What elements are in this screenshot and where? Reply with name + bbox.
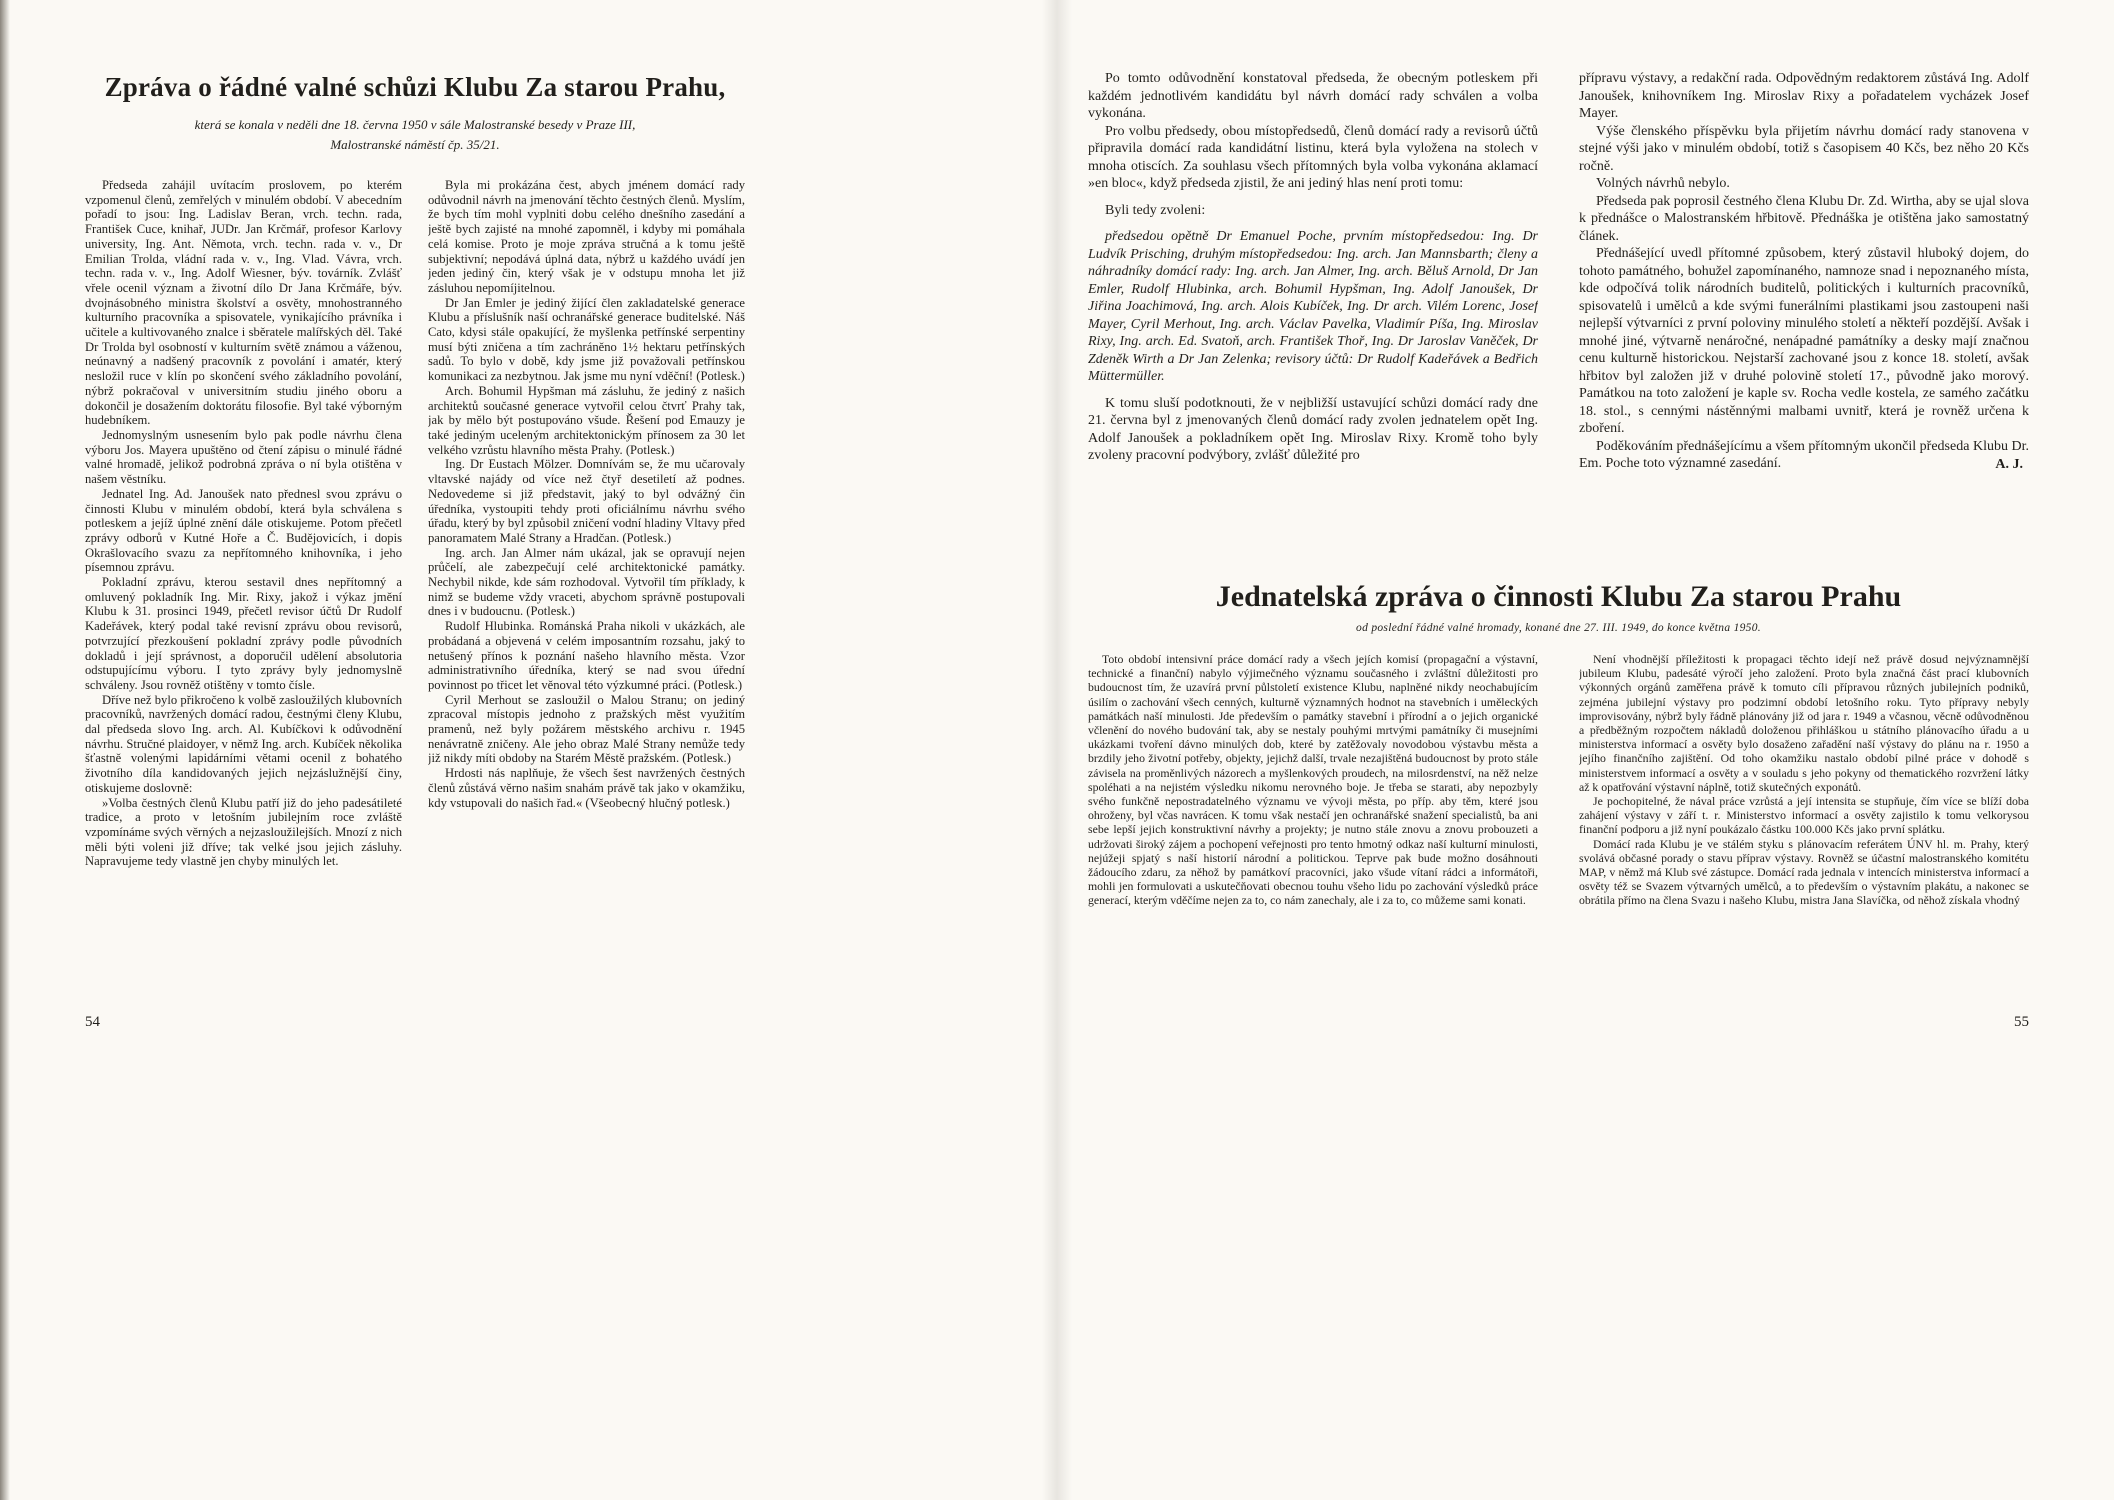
paragraph: Hrdosti nás naplňuje, že všech šest navržených čestných členů zůstává věrno našim snahám právě tak jako v okamžiku, kdy vstupovali do našich řad.« (Všeobecný hlučný potlesk.) [428,766,745,810]
paragraph: »Volba čestných členů Klubu patří již do jeho padesátileté tradice, a proto v letošním jubilejním roce zvláště vzpomínáme svých věrných a nejzasloužilejších. Mnozí z nich měli býti voleni již dříve; tak velké jsou jejich zásluhy. Napravujeme tedy vlastně jen chyby minulých let. [85,795,402,869]
paragraph: Je pochopitelné, že nával práce vzrůstá a její intensita se stupňuje, čím více se blíží doba zahájení výstavy v září t. r. Ministerstvo informací a osvěty zajistilo k tomu velkorysou finanční podporu a již nyní poukázalo částku 100.000 Kčs jako první splátku. [1579,794,2029,837]
paragraph: Rudolf Hlubinka. Románská Praha nikoli v ukázkách, ale probádaná a objevená v celém imposantním rozsahu, jaký to netušený přínos k poznání našeho hlavního města. Vzor administrativního úředníka, který se nad svou úřední povinnost po třicet let věnoval této výzkumné práci. (Potlesk.) [428,619,745,692]
section-title: Jednatelská zpráva o činnosti Klubu Za starou Prahu [1215,580,1902,613]
paragraph: Volných návrhů nebylo. [1596,176,1730,191]
left-column-1 [85,178,402,1006]
page-number-left: 54 [85,1014,100,1030]
right-bottom-columns [1088,652,2029,1004]
page-subtitle [85,115,745,154]
paragraph: Ing. arch. Jan Almer nám ukázal, jak se opravují nejen průčelí, ale zabezpečují celé architektonické památky. Nechybil nikde, kde sám rozhodoval. Vytvořil tím příklady, k nimž se budeme vždy vraceti, abychom správně postupovali dnes i v budoucnu. (Potlesk.) [428,545,745,619]
right-bottom-column-2 [1579,652,2029,1004]
paragraph: Byla mi prokázána čest, abych jménem domácí rady odůvodnil návrh na jmenování těchto čestných členů. Myslím, že bych tím mohl vyplniti dobu celého dnešního zasedání a ještě bych zajisté na mnohé zapomněl, i kdyby mi pomáhala celá komise. Proto je moje zpráva stručná a k tomu ještě subjektivní; nepodává úplná data, nýbrž u každého uvádí jen jeden jediný čin, který však je v odstupu mnoha let již zásluhou nepomíjitelnou. [428,178,745,295]
paragraph: Předseda zahájil uvítacím proslovem, po kterém vzpomenul členů, zemřelých v minulém období. V abecedním pořadí to jsou: Ing. Ladislav Beran, vrch. techn. rada, František Cuce, knihař, JUDr. Jan Krčmář, profesor Karlovy university, Ing. Ant. Němota, vrch. techn. rada v. v., Dr Emilian Trolda, vládní rada v. v., Ing. Vlad. Vávra, vrch. techn. rada v. v., Ing. Adolf Wiesner, býv. továrník. Zvlášť vřele ocenil význam a životní dílo Dr Jana Krčmáře, býv. dvojnásobného ministra školství a osvěty, mnohostranného kulturního pracovníka a spisovatele, vynikajícího právníka i učitele a kultivovaného znalce i sběratele malířských děl. Také Dr Trolda byl osobností v kulturním světě známou a váženou, neúnavný a nadšený pracovník z povolání i amatér, který nesložil ruce v klín po skončení svého základního povolání, nýbrž pokračoval v universitním studiu jiného oboru a dokončil je dosažením doktorátu filosofie. Byl také výborným hudebníkem. [85,178,402,428]
paragraph: Přednášející uvedl přítomné způsobem, který zůstavil hluboký dojem, do tohoto památného, bohužel zapomínaného, namnoze snad i nepoznaného místa, kde odpočívá tolik národních buditelů, politických i kulturních pracovníků, spisovatelů i umělců a kde svými funerálními plastikami jsou zastoupeni naši nejlepší výtvarníci z první poloviny minulého století a někteří pozdější. Avšak i mnohé jiné, výtvarně nenáročné, nenápadné památníky a desky mají značnou cenu kulturně historickou. Nejstarší zachované jsou z konce 18. století, avšak hřbitov byl založen již v druhé polovině století 17., původně jako morový. Památkou na toto založení je kaple sv. Rocha vedle kostela, ze samého začátku 18. stol., s cennými nástěnnými malbami uvnitř, která je rovněž určena k zboření. [1579,246,2029,436]
right-top-column-1 [1088,70,1538,550]
right-type-area [1088,0,2029,1004]
paragraph: Dříve než bylo přikročeno k volbě zasloužilých klubovních pracovníků, navržených domácí radou, čestnými členy Klubu, dal předseda slovo Ing. arch. Al. Kubíčkovi k odůvodnění návrhu. Stručné plaidoyer, v němž Ing. arch. Kubíček několika šťastně volenými lapidárními větami ocenil z bohatého životního díla kandidovaných jejich nejzáslužnější činy, otiskujeme doslovně: [85,692,402,795]
right-top-columns [1088,70,2029,550]
paragraph: Pokladní zprávu, kterou sestavil dnes nepřítomný a omluvený pokladník Ing. Mir. Rixy, jakož i výkaz jmění Klubu k 31. prosinci 1949, přečetl revisor účtů Dr Rudolf Kadeřávek, který podal také revisní zprávu obou revisorů, potvrzující přezkoušení pokladní zprávy podle původních dokladů i její správnost, a doporučil udělení absolutoria odstupujícímu výboru. I tyto zprávy byly jednomyslně schváleny. Jsou rovněž otištěny v tomto čísle. [85,575,402,692]
paragraph: Arch. Bohumil Hypšman má zásluhu, že jediný z našich architektů současné generace vytvořil celou čtvrť Prahy tak, jak by mělo být postupováno všude. Řešení pod Emauzy je také jediným uceleným architektonickým přínosem za 30 let velkého vzrůstu hlavního města Prahy. (Potlesk.) [428,383,745,457]
right-top-column-2 [1579,70,2029,550]
paragraph: předsedou opětně Dr Emanuel Poche, prvním místopředsedou: Ing. Dr Ludvík Prisching, druhým místopředsedou: Ing. arch. Jan Mannsbarth; členy a náhradníky domácí rady: Ing. arch. Jan Almer, Ing. arch. Běluš Arnold, Dr Jan Emler, Rudolf Hlubinka, arch. Bohumil Hypšman, Ing. Adolf Janoušek, Dr Jiřina Joachimová, Ing. arch. Alois Kubíček, Ing. Dr arch. Vilém Lorenc, Josef Mayer, Cyril Merhout, Ing. arch. Václav Pavelka, Vladimír Píša, Ing. Miroslav Rixy, Ing. arch. Ed. Svatoň, arch. František Thoř, Ing. Dr Jaroslav Vaněček, Dr Zdeněk Wirth a Dr Jan Zelenka; revisory účtů: Dr Rudolf Kadeřávek a Bedřich Müttermüller. [1088,229,1538,384]
paragraph: Ing. Dr Eustach Mölzer. Domnívám se, že mu učarovaly vltavské najády od více než čtyř desetiletí až podnes. Nedovedeme si již představit, jaký to byl odvážný čin úředníka, vystoupiti tehdy proti oficiálnímu návrhu svého úřadu, který by byl způsobil zničení vodní hladiny Vltavy před panoramatem Malé Strany a Hradčan. (Potlesk.) [428,457,745,545]
paragraph: Poděkováním přednášejícímu a všem přítomným ukončil předseda Klubu Dr. Em. Poche toto významné zasedání. [1579,438,2029,471]
right-bottom-column-1 [1088,652,1538,1004]
paragraph: Jednatel Ing. Ad. Janoušek nato přednesl svou zprávu o činnosti Klubu v minulém období, která byla schválena s potleskem a jejíž úplné znění dále otiskujeme. Potom přečetl zprávy odborů v Kutné Hoře a Č. Budějovicích, i dopis Okrašlovacího svazu za nepřítomného knihovníka, i jeho písemnou zprávu. [85,486,402,575]
subtitle-line-1: která se konala v neděli dne 18. června 1950 v sále Malostranské besedy v Praze III, [194,117,636,133]
paragraph: Dr Jan Emler je jediný žijící člen zakladatelské generace Klubu a příslušník naší ochranářské generace buditelské. Náš Cato, kdysi stále opakující, že myšlenka petřínské serpentiny musí býti zničena a tím zachráněno 1½ hektaru petřínských sadů. To bylo v době, kdy jsme již považovali petřínskou komunikaci za nezbytnou. Jak jsme mu nyní vděční! (Potlesk.) [428,295,745,384]
left-column-2 [428,178,745,1006]
paragraph: Předseda pak poprosil čestného člena Klubu Dr. Zd. Wirtha, aby se ujal slova k přednášce o Malostranském hřbitově. Přednáška je otištěna jako samostatný článek. [1579,193,2029,244]
paragraph: Výše členského příspěvku byla přijetím návrhu domácí rady stanovena v stejné výši jako v minulém období, totiž s časopisem 40 Kčs, bez něho 20 Kčs ročně. [1579,123,2029,174]
paragraph: Domácí rada Klubu je ve stálém styku s plánovacím referátem ÚNV hl. m. Prahy, který svolává občasné porady o stavu příprav výstavy. Rovněž se účastní malostranského komitétu MAP, v němž má Klub své zástupce. Domácí rada jednala v intencích ministerstva informací a osvěty též se Svazem výtvarných umělců, a to především o výstavním plakátu, a nakonec se obrátila přímo na člena Svazu i našeho Klubu, mistra Jana Slavíčka, od něhož získala vhodný [1579,836,2029,908]
page-number-right: 55 [2014,1014,2029,1030]
paragraph: Byli tedy zvoleni: [1105,202,1206,218]
paragraph: Toto období intensivní práce domácí rady a všech jejích komisí (propagační a výstavní, technické a finanční) nabylo výjimečného významu současného i zvláštní důležitosti pro budoucnost tím, že uzavírá první půlstoletí existence Klubu, naplněné nikdy neochabujícím úsilím o zachování všech cenných, kulturně významných hodnot na stavebních i uměleckých památkách naší minulosti. Jde především o památky stavební i přírodní a o jejich organické včlenění do nového budování tak, aby se nestaly pouhými mrtvými památníky či musejními ukázkami tvoření dávno minulých dob, které by zatěžovaly novodobou výstavbu města a brzdily jeho životní potřeby, objekty, jejichž další, trvale nezajištěná budoucnost by proto stále závisela na proměnlivých názorech a myšlenkových proudech, na milosrdenství, na něž nelze spoléhati a na nejistém výsledku nikomu nerovného boje. Je třeba se starati, aby nepozbyly svého funkčně nepostradatelného významu ve vývoji města, po příp. aby těm, které jsou ohroženy, byl včas navrácen. K tomu však nestačí jen ochranářské snažení specialistů, ba ani sebe lepší jejich konstruktivní návrhy a projekty; je nutno stále znovu a znovu probouzeti a udržovati široký zájem a pochopení veřejnosti pro tento hmotný odkaz naší kulturní minulosti, nejúžeji spjatý s naší historií národní a politickou. Teprve pak bude možno dosáhnouti žádoucího zdaru, za něhož by památkoví pracovníci, jako všude vítaní rádci a informátoři, mohli jen formulovati a uskutečňovati obecnou touhu všeho lidu po zachování výsledků práce generací, kterým vděčíme nejen za to, co nám zanechaly, ale i za to, co můžeme sami konati. [1088,652,1538,908]
subtitle-line-2: Malostranské náměstí čp. 35/21. [330,136,500,152]
left-type-area [85,0,745,1006]
paragraph: A. J. [1995,456,2023,472]
paragraph: Pro volbu předsedy, obou místopředsedů, členů domácí rady a revisorů účtů připravila domácí rada kandidátní listinu, která byla vyložena na stolech v mnoha otiscích. Za souhlasu všech přítomných byla volba vykonána aklamací »en bloc«, když předseda zjistil, že ani jediný hlas není proti tomu: [1088,123,1538,191]
left-columns [85,178,745,1006]
paragraph: Není vhodnější příležitosti k propagaci těchto idejí než právě dosud nejvýznamnější jubileum Klubu, padesáté výročí jeho založení. Proto byla značná část prací klubovních výkonných orgánů zaměřena právě k tomuto cíli přípravou různých jubilejních podniků, zejména jubilejní výstavy pro podzimní období letošního roku. Tyto přípravy nebyly improvisovány, nýbrž byly řádně plánovány již od jara r. 1949 a včasnou, věcně odůvodněnou a předběžným rozpočtem nákladů doloženou přihláškou u státního plánovacího úřadu a u ministerstva informací a osvěty bylo dosaženo zařadění naší výstavy do plánu na r. 1950 a jejího finančního zajištění. Od toho okamžiku nastalo období pilné práce v dohodě s ministerstvem informací a osvěty a v souladu s jeho pokyny od thematického rozvržení látky až k opatřování výstavní náplně, totiž skutečných exponátů. [1579,652,2029,794]
paragraph: Po tomto odůvodnění konstatoval předseda, že obecným potleskem při každém jednotlivém kandidátu byl návrh domácí rady schválen a volba vykonána. [1088,71,1538,121]
page-title: Zpráva o řádné valné schůzi Klubu Za starou Prahu, [104,72,726,102]
paragraph: K tomu sluší podotknouti, že v nejbližší ustavující schůzi domácí rady dne 21. června byl z jmenovaných členů domácí rady zvolen jednatelem opět Ing. Adolf Janoušek a pokladníkem opět Ing. Miroslav Rixy. Kromě toho byly zvoleny pracovní podvýbory, zvlášť důležité pro [1088,395,1538,463]
paragraph: přípravu výstavy, a redakční rada. Odpovědným redaktorem zůstává Ing. Adolf Janoušek, knihovníkem Ing. Miroslav Rixy a pořadatelem vycházek Josef Mayer. [1579,71,2029,121]
paragraph: Jednomyslným usnesením bylo pak podle návrhu člena výboru Jos. Mayera upuštěno od čtení zápisu o minulé řádné valné hromadě, jelikož podrobná zpráva o ní byla otištěna v našem věstníku. [85,428,402,487]
paragraph: Cyril Merhout se zasloužil o Malou Stranu; on jediný zpracoval místopis jednoho z pražských měst využitím pramenů, než byly požárem městského archivu r. 1945 nenávratně zničeny. Ale jeho obraz Malé Strany nemůže tedy již nikdy míti obdoby na Starém Městě pražském. (Potlesk.) [428,692,745,766]
page-right [1057,0,2114,1500]
section-subtitle: od poslední řádné valné hromady, konané dne 27. III. 1949, do konce května 1950. [1356,622,1761,634]
